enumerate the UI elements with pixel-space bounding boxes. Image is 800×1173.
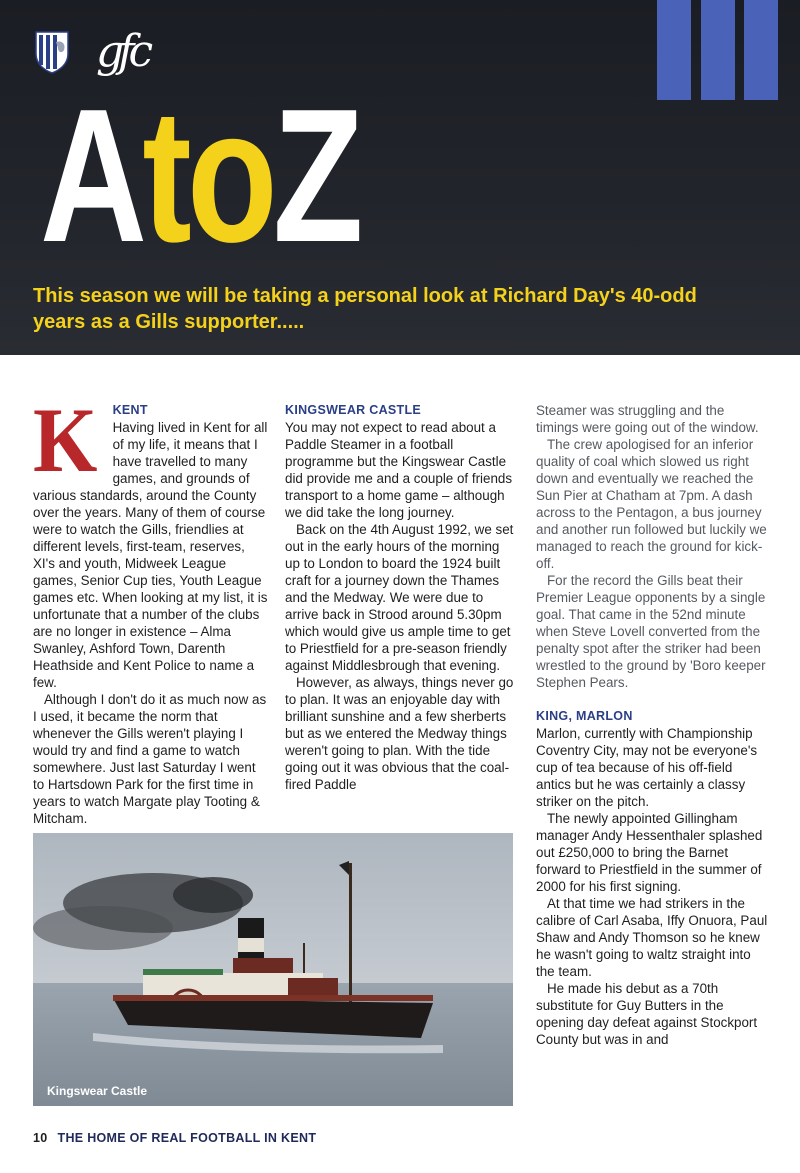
marlon-paragraph-1: Marlon, currently with Championship Coventry City, may not be everyone's cup of tea because of his off-field antics but he was certainly a classy striker on the pitch. <box>536 726 758 809</box>
kingswear-paragraph-1: You may not expect to read about a Paddle Steamer in a football programme but the Kingswear Castle did provide me and a couple of friends transport to a home game – although we did take the long journey. <box>285 420 513 520</box>
club-crest-icon <box>34 30 70 74</box>
page-title <box>40 70 359 282</box>
blue-stripe <box>744 0 778 100</box>
section-heading-kingswear-castle: KINGSWEAR CASTLE <box>285 403 422 417</box>
section-heading-king-marlon: KING, MARLON <box>536 709 633 723</box>
kingswear-paragraph-5: The crew apologised for an inferior quality of coal which slowed us right down and eventually we reached the Sun Pier at Chatham at 7pm. A dash across to the Pentagon, a bus journey and another run followed but luckily we managed to reach the ground for kick-off. <box>536 437 767 571</box>
kingswear-paragraph-2: Back on the 4th August 1992, we set out in the early hours of the morning up to London to board the 1924 built craft for a journey down the Thames and the Medway. We were due to arrive back in Strood around 5.30pm which would give us ample time to get to Priestfield for a pre-season friendly against Middlesbrough that evening. <box>285 522 514 673</box>
drop-cap: K <box>33 389 98 491</box>
paddle-steamer-illustration <box>33 833 513 1106</box>
kingswear-paragraph-3: However, as always, things never go to plan. It was an enjoyable day with brilliant sunshine and a few sherberts but as we entered the Medway things weren't going to plan. With the tide going out it was obvious that the coal-fired Paddle <box>285 675 514 792</box>
marlon-paragraph-3: At that time we had strikers in the calibre of Carl Asaba, Iffy Onuora, Paul Shaw and Andy Thomson so he knew he wasn't going to waltz straight into the team. <box>536 896 768 979</box>
blue-stripe <box>701 0 735 100</box>
column-kingswear-castle <box>285 402 515 793</box>
kent-paragraph-2: Although I don't do it as much now as I used, it became the norm that whenever the Gills weren't playing I would try and find a game to watch somewhere. Just last Saturday I went to Hartsdown Park for the first time in years to watch Margate play Tooting & Mitcham. <box>33 692 267 826</box>
kingswear-paragraph-4: Steamer was struggling and the timings were going out of the window. <box>536 403 759 435</box>
page-number: 10 <box>33 1131 48 1145</box>
column-right <box>536 402 768 1048</box>
kent-paragraph-1: Having lived in Kent for all of my life, it means that I have travelled to many games, and grounds of various standards, around the County over the years. Many of them of course were to watch the Gills, friendlies at different levels, first-team, reserves, XI's and youth, Midweek League games, Senior Cup ties, Youth League games etc. When looking at my list, it is unfortunate that a number of the clubs are no longer in existence – Alma Swanley, Ashford Town, Darenth Heathside and Kent Police to name a few. <box>33 420 268 690</box>
page-subtitle: This season we will be taking a personal look at Richard Day's 40-odd years as a Gills supporter..... <box>33 285 697 333</box>
marlon-paragraph-4: He made his debut as a 70th substitute for Guy Butters in the opening day defeat against Stockport County but was in and <box>536 981 758 1047</box>
title-z: Z <box>272 70 359 282</box>
blue-stripe <box>657 0 691 100</box>
page-footer <box>33 1131 316 1145</box>
section-heading-kent: KENT <box>112 403 148 417</box>
column-kent <box>33 389 268 827</box>
kingswear-castle-photo <box>33 833 513 1106</box>
title-to: to <box>142 70 273 282</box>
photo-caption: Kingswear Castle <box>47 1084 148 1098</box>
header-banner <box>0 0 800 355</box>
kingswear-paragraph-6: For the record the Gills beat their Premier League opponents by a single goal. That came in the 52nd minute when Steve Lovell converted from the penalty spot after the striker had been wrestled to the ground by 'Boro keeper Stephen Pears. <box>536 573 766 690</box>
gfc-monogram-logo: gfc <box>96 26 148 77</box>
footer-tagline: THE HOME OF REAL FOOTBALL IN KENT <box>57 1131 317 1145</box>
title-a: A <box>40 70 143 282</box>
marlon-paragraph-2: The newly appointed Gillingham manager Andy Hessenthaler splashed out £250,000 to bring the Barnet forward to Priestfield in the summer of 2000 for his first signing. <box>536 811 763 894</box>
